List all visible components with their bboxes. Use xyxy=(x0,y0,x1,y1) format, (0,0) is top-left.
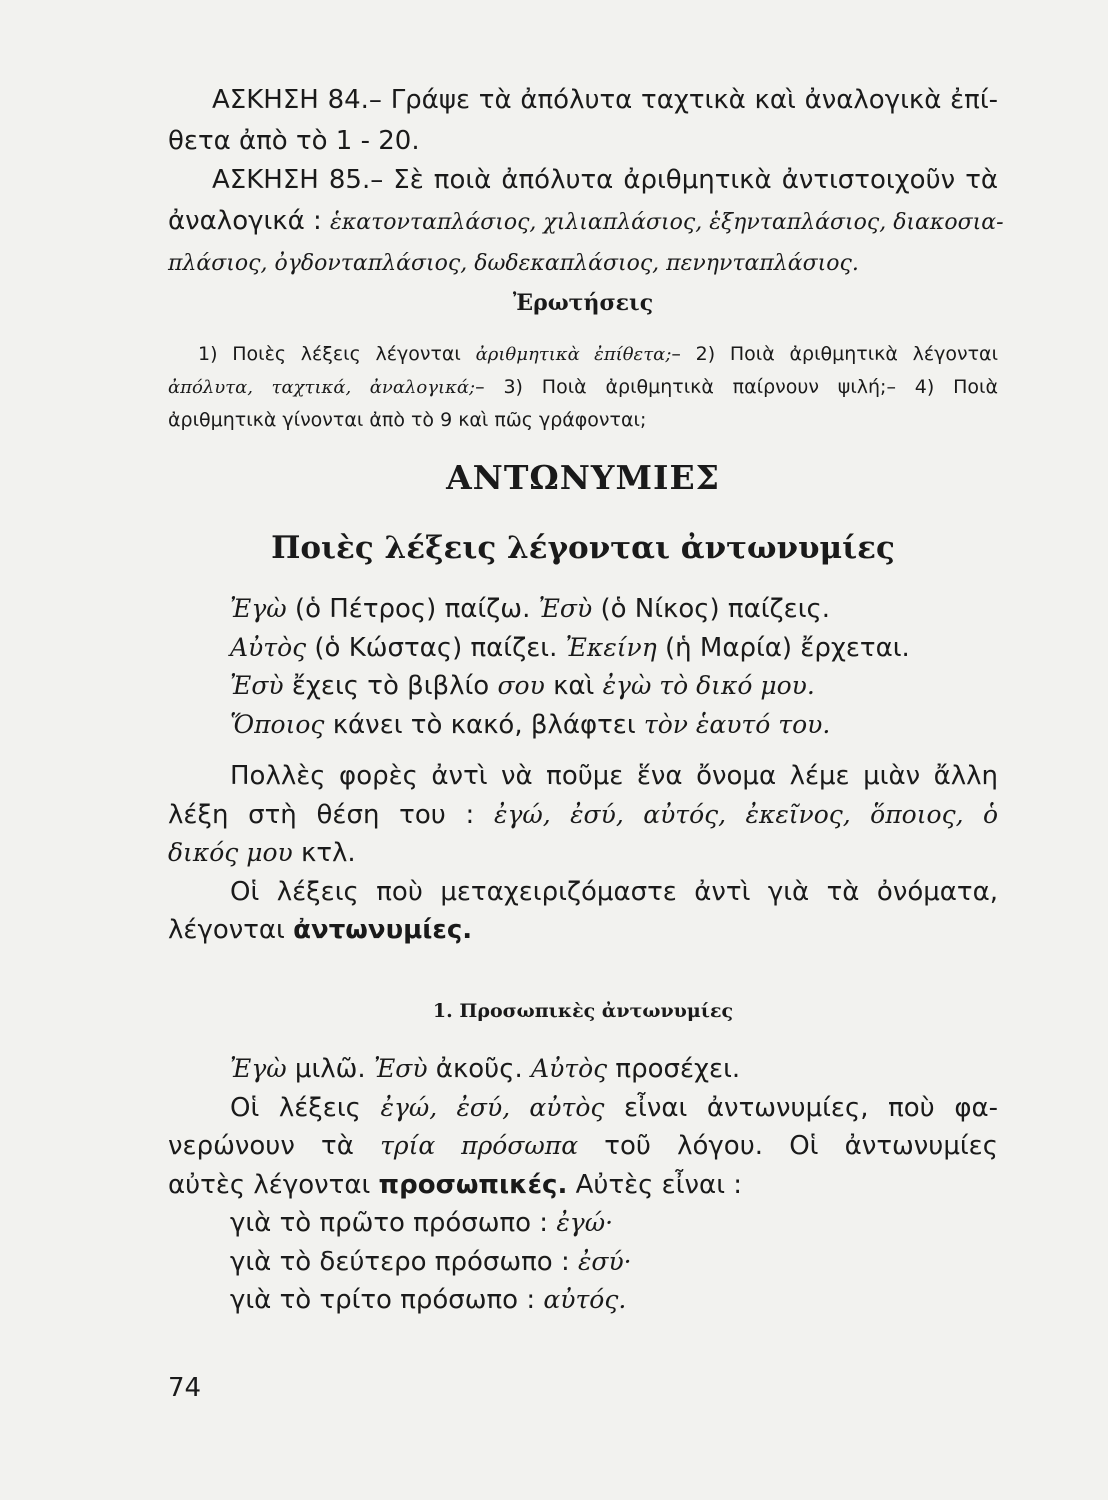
example-word: σου xyxy=(497,671,545,700)
questions-block xyxy=(168,338,998,437)
example-line-1 xyxy=(168,590,998,629)
section-text: Οἱ λέξεις xyxy=(230,1092,381,1123)
person-second-line xyxy=(168,1243,998,1282)
section-text: προσέχει. xyxy=(607,1054,741,1084)
example-text: (ὁ Πέτρος) παίζω. xyxy=(286,594,539,624)
questions-line2 xyxy=(168,371,998,404)
exercise-84-line2: θετα ἀπὸ τὸ 1 - 20. xyxy=(168,126,420,156)
section-example-line xyxy=(168,1050,998,1089)
section-text: αὐτὲς λέγονται xyxy=(168,1169,379,1200)
section-text: νερώνουν τὰ xyxy=(168,1131,381,1161)
person-label: γιὰ τὸ δεύτερο πρόσωπο : xyxy=(230,1246,570,1277)
example-text: (ὁ Νίκος) παίζεις. xyxy=(592,594,831,624)
example-text: καὶ xyxy=(544,671,603,701)
section-word: Ἐγὼ xyxy=(230,1054,287,1083)
example-line-3 xyxy=(168,667,998,706)
explanation-word: ἐγώ, ἐσύ, αὐτός, ἐκεῖνος, ὅποιος, ὁ xyxy=(494,799,998,829)
example-word: Ἐσὺ xyxy=(538,594,593,623)
chapter-subtitle: Ποιὲς λέξεις λέγονται ἀντωνυμίες xyxy=(271,530,895,566)
example-word: Ἐγὼ xyxy=(230,594,287,623)
explanation-term: ἀντωνυμίες. xyxy=(293,915,473,945)
example-word: Ἐκείνη xyxy=(565,632,657,662)
section-term: προσωπικές. xyxy=(378,1169,568,1200)
examples-block xyxy=(168,590,998,744)
example-word: Ἐσὺ xyxy=(230,671,284,700)
exercise-85-words-2: πλάσιος, ὀγδονταπλάσιος, δωδεκαπλάσιος, πενηνταπλάσιος. xyxy=(168,251,859,276)
explanation-block xyxy=(168,757,998,950)
question-1-prefix: 1) Ποιὲς λέξεις λέγονται xyxy=(198,343,461,365)
section-text: μιλῶ. xyxy=(286,1054,374,1084)
example-word: Ὅποιος xyxy=(230,709,325,739)
person-first-line xyxy=(168,1204,998,1243)
explanation-p1-line2 xyxy=(168,796,998,835)
explanation-text: λέξη στὴ θέση του : xyxy=(168,799,495,830)
questions-title: Ἐρωτήσεις xyxy=(512,290,654,316)
section-text: Αὐτὲς εἶναι : xyxy=(567,1169,743,1200)
explanation-p1-line1: Πολλὲς φορὲς ἀντὶ νὰ ποῦμε ἕνα ὄνομα λέμε μιὰν ἄλλη xyxy=(230,761,998,791)
section-text: ἀκοῦς. xyxy=(427,1054,532,1084)
exercise-85-prefix: ἀναλογικά : xyxy=(168,206,322,236)
example-word: Αὐτὸς xyxy=(230,632,307,662)
section-word: Αὐτὸς xyxy=(531,1054,608,1083)
exercise-85-line1: ΑΣΚΗΣΗ 85.– Σὲ ποιὰ ἀπόλυτα ἀριθμητικὰ ἀντιστοιχοῦν τὰ xyxy=(212,165,998,195)
section-word: Ἐσὺ xyxy=(373,1054,428,1083)
person-third-line xyxy=(168,1281,998,1320)
person-pronoun: ἐσύ· xyxy=(577,1246,632,1276)
section-word: ἐγώ, ἐσύ, αὐτὸς xyxy=(380,1092,605,1122)
section-text: τοῦ λόγου. Οἱ ἀντωνυμίες xyxy=(578,1131,998,1161)
exercise-84-line1: ΑΣΚΗΣΗ 84.– Γράψε τὰ ἀπόλυτα ταχτικὰ καὶ ἀναλογικὰ ἐπί- xyxy=(212,85,998,115)
chapter-title: ΑΝΤΩΝΥΜΙΕΣ xyxy=(446,458,720,497)
example-word: ἐγὼ τὸ δικό μου. xyxy=(602,671,815,700)
page-number: 74 xyxy=(168,1373,202,1403)
person-label: γιὰ τὸ τρίτο πρόσωπο : xyxy=(230,1285,536,1315)
section-body xyxy=(168,1050,998,1320)
exercise-85-words-1: ἑκατονταπλάσιος, χιλιαπλάσιος, ἑξηνταπλάσιος, διακοσια- xyxy=(330,210,1004,235)
question-2-italic: ἀπόλυτα, ταχτικά, ἀναλογικά; xyxy=(168,377,476,398)
question-2-prefix: – 2) Ποιὰ ἀριθμητικὰ λέγονται xyxy=(671,343,999,365)
example-line-4 xyxy=(168,706,998,745)
question-4-part-b: ἀριθμητικὰ γίνονται ἀπὸ τὸ 9 καὶ πῶς γράφονται; xyxy=(168,409,647,431)
exercise-85 xyxy=(168,160,1004,284)
section-p-line2 xyxy=(168,1127,998,1166)
person-pronoun: ἐγώ· xyxy=(556,1208,614,1237)
questions-line1 xyxy=(168,338,998,371)
example-text: ἔχεις τὸ βιβλίο xyxy=(283,671,498,701)
example-text: (ὁ Κώστας) παίζει. xyxy=(306,632,566,663)
exercise-84 xyxy=(168,80,998,162)
explanation-p2-line1: Οἱ λέξεις ποὺ μεταχειριζόμαστε ἀντὶ γιὰ τὰ ὀνόματα, xyxy=(230,876,998,907)
example-word: τὸν ἑαυτό του. xyxy=(643,709,831,739)
explanation-word: δικός μου xyxy=(168,838,293,867)
section-p-line3 xyxy=(168,1166,998,1205)
exercise-85-line2 xyxy=(168,201,1004,243)
question-4-part-a: – 4) Ποιὰ xyxy=(886,376,999,398)
person-label: γιὰ τὸ πρῶτο πρόσωπο : xyxy=(230,1208,549,1238)
question-3: – 3) Ποιὰ ἀριθμητικὰ παίρνουν ψιλή; xyxy=(475,376,887,398)
person-pronoun: αὐτός. xyxy=(543,1285,627,1314)
explanation-text: κτλ. xyxy=(292,838,356,868)
section-text: εἶναι ἀντωνυμίες, ποὺ φα- xyxy=(604,1092,998,1123)
example-text: (ἡ Μαρία) ἔρχεται. xyxy=(656,632,910,663)
example-text: κάνει τὸ κακό, βλάφτει xyxy=(324,709,644,740)
example-line-2 xyxy=(168,629,998,668)
section-p-line1 xyxy=(168,1089,998,1128)
question-1-italic: ἀριθμητικὰ ἐπίθετα; xyxy=(475,344,672,365)
explanation-p1-line3 xyxy=(168,834,998,873)
explanation-text: λέγονται xyxy=(168,915,294,945)
section-title: 1. Προσωπικὲς ἀντωνυμίες xyxy=(432,1000,734,1022)
explanation-p2-line2 xyxy=(168,911,998,950)
section-word: τρία πρόσωπα xyxy=(380,1131,579,1160)
